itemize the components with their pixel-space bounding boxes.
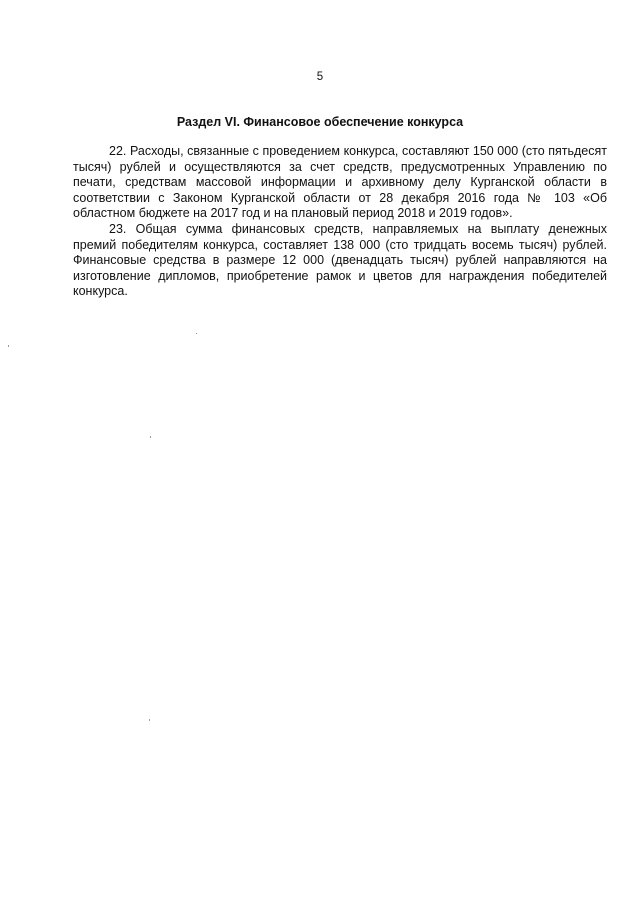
document-body <box>73 144 607 300</box>
page-number: 5 <box>316 71 324 83</box>
scan-speck <box>196 333 197 334</box>
section-title: Раздел VI. Финансовое обеспечение конкурса <box>176 115 464 129</box>
paragraph-22: 22. Расходы, связанные с проведением конкурса, составляют 150 000 (сто пятьдесят тысяч) рублей и осуществляются за счет средств, предусмотренных Управлению по печати, средствам массовой информации и архивному делу Курганской области в соответствии с Законом Курганской области от 28 декабря 2016 года № 103 «Об областном бюджете на 2017 год и на плановый период 2018 и 2019 годов». <box>73 144 607 221</box>
scan-speck <box>8 345 9 347</box>
scan-speck <box>150 436 151 438</box>
scan-speck <box>149 719 150 721</box>
paragraph-23: 23. Общая сумма финансовых средств, направляемых на выплату денежных премий победителям конкурса, составляет 138 000 (сто тридцать восемь тысяч) рублей. Финансовые средства в размере 12 000 (двенадцать тысяч) рублей направляются на изготовление дипломов, приобретение рамок и цветов для награждения победителей конкурса. <box>73 221 607 299</box>
